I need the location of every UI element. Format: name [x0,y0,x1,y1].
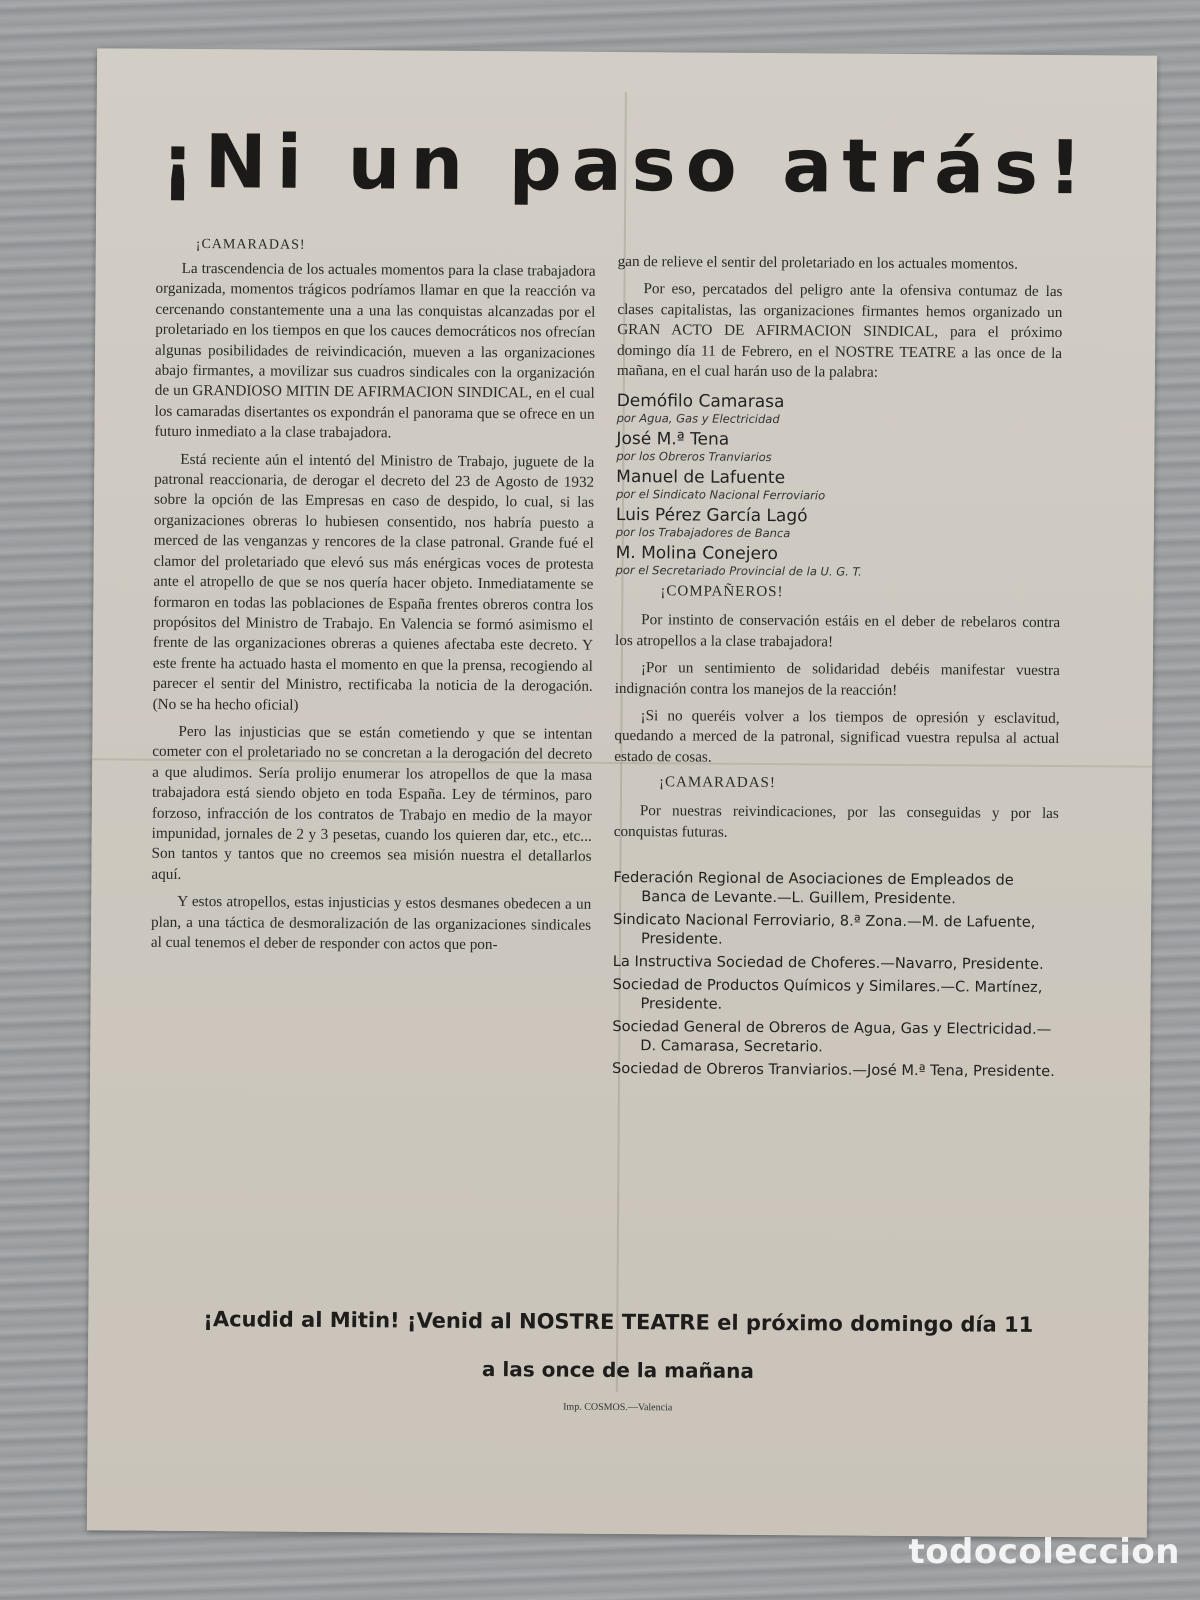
speaker-name: Luis Pérez García Lagó [615,505,808,527]
signatory: Sindicato Nacional Ferroviario, 8.ª Zona.—M. de Lafuente, Presidente. [613,911,1036,948]
footer-call: ¡Acudid al Mitin! ¡Venid al NOSTRE TEATRE el próximo domingo día 11 [203,1307,1034,1337]
signatory: Sociedad General de Obreros de Agua, Gas y Electricidad.—D. Camarasa, Secretario. [612,1018,1052,1056]
companeros-header: ¡COMPAÑEROS! [660,583,784,601]
left-paragraph: La trascendencia de los actuales momentos para la clase trabajadora organizada, momentos trágicos podríamos llamar en que la reacción va cercenando constantemente una a una las conquistas alcanzadas por el proletariado en los tiempos en que los cauces democráticos nos ofrecían algunas posibilidades de reivindicación, mueven a las organizaciones abajo firmantes, a movilizar sus cuadros sindicales con la organización de un GRANDIOSO MITIN DE AFIRMACION SINDICAL, en el cual los camaradas disertantes os expondrán el panorama que se ofrece en un futuro inmediato a la clase trabajadora. [154,259,596,442]
left-column [151,237,596,963]
right-paragraph: gan de relieve el sentir del proletariado en los actuales momentos. [617,252,1018,273]
right-paragraph: Por eso, percatados del peligro ante la ofensiva contumaz de las clases capitalistas, las organizaciones firmantes hemos organizado un GRAN ACTO DE AFIRMACION SINDICAL, para el próximo domingo día 11 de Febrero, en el NOSTRE TEATRE a las once de la mañana, en el cual harán uso de la palabra: [616,280,1063,381]
speaker-org: por Agua, Gas y Electricidad [616,411,780,427]
right-column [612,252,1063,1085]
signatories-list [612,868,1058,1081]
left-paragraph: Está reciente aún el intentó del Ministro de Trabajo, juguete de la patronal reaccionaria, de derogar el decreto del 23 de Agosto de 1932 sobre la opción de las Empresas en caso de despido, lo cual, si las organizaciones obreras lo hubiesen consentido, nos habría puesto a merced de las venganzas y rencores de la clase patronal. Grande fué el clamor del proletariado que elevó sus más enérgicas voces de protesta ante el atropello de que se nos quería hacer objeto. Inmediatamente se formaron en todas las poblaciones de España frentes obreros contra los propósitos del Ministro de Trabajo. En Valencia se formó asimismo el frente de las organizaciones obreras a quienes afectaba este decreto. Y este frente ha actuado hasta el momento en que la prensa, recogiendo al parecer el sentir del Ministro, rectificaba la noticia de la derogación. (No se ha hecho oficial) [152,450,595,714]
speaker-name: Demófilo Camarasa [616,391,785,413]
poster-sheet [87,48,1157,1537]
watermark-logo: todocoleccion [908,1532,1180,1572]
speaker-name: M. Molina Conejero [615,543,779,565]
left-paragraph: Y estos atropellos, estas injusticias y estos desmanes obedecen a un plan, a una táctica de desmoralización de las organizaciones sindicales al cual tenemos el deber de responder con actos que pon- [150,893,592,954]
call-paragraph: ¡Por un sentimiento de solidaridad debéis manifestar vuestra indignación contra los manejos de la reacción! [614,659,1060,699]
speaker-org: por los Trabajadores de Banca [615,525,791,541]
camaradas-header: ¡CAMARADAS! [659,774,776,792]
signatory: Sociedad de Obreros Tranviarios.—José M.ª Tena, Presidente. [612,1060,1055,1081]
speakers-list [616,391,1062,580]
left-paragraph: Pero las injusticias que se están cometiendo y que se intentan cometer con el proletariado no se concretan a la derogación del decreto a que aludimos. Sería prolijo enumerar los atropellos de que la masa trabajadora está siendo objeto en toda España. Ley de términos, paro forzoso, infracción de los contratos de Trabajo en medio de la mayor impunidad, jornales de 2 y 3 pesetas, cuando los quieren dar, etc., etc... Son tantos y tantos que no creemos sea misión nuestra el detallarlos aquí. [151,722,593,883]
call-paragraph: ¡Si no queréis volver a los tiempos de opresión y esclavitud, quedando a merced de la patronal, significad vuestra repulsa al actual estado de cosas. [614,707,1060,766]
closing-paragraph: Por nuestras reivindicaciones, por las conseguidas y por las conquistas futuras. [613,802,1059,841]
signatory: La Instructiva Sociedad de Choferes.—Navarro, Presidente. [612,953,1044,974]
call-paragraph: Por instinto de conservación estáis en el deber de rebelaros contra los atropellos a la clase trabajadora! [615,611,1061,651]
poster-title: ¡Ni un paso atrás! [160,118,1093,212]
speaker-org: por los Obreros Tranviarios [616,449,772,465]
printer-imprint: Imp. COSMOS.—Valencia [563,1401,673,1414]
speaker-name: Manuel de Lafuente [616,467,786,489]
signatory: Federación Regional de Asociaciones de Empleados de Banca de Levante.—L. Guillem, Presidente. [613,869,1014,908]
speaker-org: por el Secretariado Provincial de la U. G. T. [615,563,862,580]
signatory: Sociedad de Productos Químicos y Similares.—C. Martínez, Presidente. [612,976,1043,1013]
speaker-entry [616,467,1061,504]
speaker-entry [616,505,1061,542]
speaker-entry [616,543,1061,580]
speaker-name: José M.ª Tena [616,429,730,451]
speaker-org: por el Sindicato Nacional Ferroviario [616,487,826,503]
speaker-entry [616,429,1061,466]
speaker-entry [617,391,1062,428]
left-header: ¡CAMARADAS! [195,237,306,253]
footer-time: a las once de la mañana [481,1357,755,1383]
